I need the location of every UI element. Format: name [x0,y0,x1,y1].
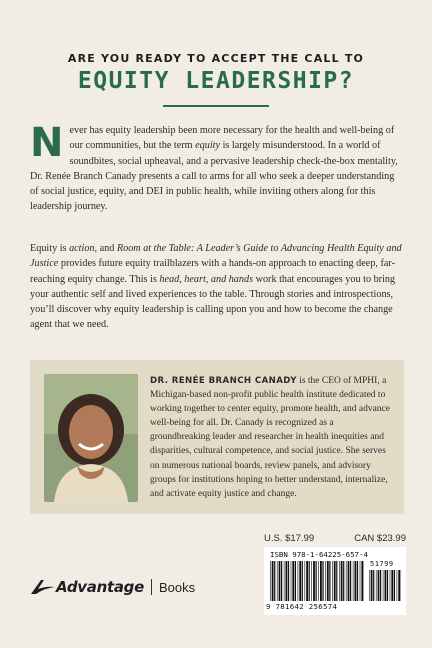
publisher-imprint: Books [158,579,196,595]
barcode-bar [361,561,363,601]
barcode-bar [376,570,377,601]
barcode-bar [383,570,384,601]
intro-emphasis: equity [195,140,221,152]
barcode-bar [378,570,380,601]
can-price: CAN $23.99 [354,533,406,544]
barcode-bar [281,561,282,601]
barcode-bar [306,561,308,601]
barcode-bar [355,561,357,601]
intro-text-1: ever has equity leadership been more necessary for the health and well-being of our communities, but the term [69,125,395,152]
barcode-bar [291,561,292,601]
ean-digits: 9 781642 256574 [266,602,338,611]
barcode-bar [318,561,319,601]
barcode-bar [305,561,306,601]
second-text-3: provides future equity trailblazers with a hands-on approach to enacting deep, far-reaching equity change. This is [30,258,396,285]
author-bio-body: is the CEO of MPHI, a Michigan-based non-profit public health institute dedicated to working together to center equity, promote health, and advance well-being for all. Dr. Canady is recognized as a groundbreaking leader and researcher in health inequities and disparities, cultural competence, and social justice. She serves on numerous national boards, review panels, and advisory groups for institutions hoping to better understand, internalize, and activate equity justice and change. [150,376,390,499]
barcode-bar [380,570,381,601]
us-price: U.S. $17.99 [264,533,315,544]
barcode-bar [302,561,303,601]
barcode-bar [329,561,330,601]
intro-paragraph [30,120,404,215]
barcode-bar [343,561,344,601]
barcode-bar [316,561,317,601]
barcode-bar [398,570,400,601]
barcode-bar [394,570,395,601]
headline-divider [163,105,269,107]
book-title-emphasis: Room at the Table: A Leader’s Guide to Advancing Health Equity and Justice [30,243,402,270]
barcode-bar [320,561,322,601]
second-emphasis-1: action [69,243,95,254]
barcode-bar [350,561,351,601]
barcode-bar [313,561,315,601]
isbn-text: ISBN 978-1-64225-657-4 [270,550,368,559]
author-bio-panel [30,360,404,514]
author-name: DR. RENÉE BRANCH CANADY [150,376,297,386]
barcode-box [264,547,406,615]
barcode-bar [334,561,336,601]
barcode-bar [341,561,343,601]
drop-cap: N [30,120,64,166]
barcode-bar [298,561,299,601]
barcode-bar [311,561,312,601]
barcode-bar [279,561,281,601]
barcode-bar [339,561,340,601]
barcode-bar [336,561,337,601]
barcode-bar [391,570,393,601]
barcode-bar [353,561,354,601]
barcode-bar [373,570,374,601]
barcode-bar [390,570,391,601]
barcode-bar [270,561,271,601]
second-emphasis-3: head, heart, and hands [159,273,254,285]
barcode-bar [357,561,358,601]
barcode-bar [371,570,373,601]
barcode-bar [274,561,275,601]
barcode-bar [322,561,323,601]
addon-code: 51799 [370,560,394,568]
barcode-bar [309,561,310,601]
barcode-bar [284,561,285,601]
barcode-bar [286,561,288,601]
price-line [264,533,406,544]
second-text-1: Equity is [30,243,70,254]
barcode-bar [277,561,278,601]
ean-barcode-bars [270,561,364,601]
barcode-bar [288,561,289,601]
barcode-bar [387,570,388,601]
publisher-logo [30,578,195,596]
main-headline: EQUITY LEADERSHIP? [77,68,355,94]
author-bio-text [150,374,396,501]
barcode-bar [295,561,296,601]
barcode-bar [385,570,387,601]
second-paragraph [30,241,404,333]
addon-barcode-bars [369,570,401,601]
author-photo [44,374,138,502]
barcode-bar [369,570,370,601]
barcode-bar [299,561,301,601]
barcode-bar [348,561,350,601]
barcode-bar [346,561,347,601]
kicker-heading: ARE YOU READY TO ACCEPT THE CALL TO [67,52,365,65]
advantage-swoosh-icon [30,578,56,596]
barcode-bar [360,561,361,601]
second-text-4: work that encourages you to bring your authentic self and lived experiences to the table. Through stories and introspections, you’ll discover why equity leadership is calling upon you and how to become the change agent that we need. [30,273,396,331]
barcode-bar [292,561,294,601]
barcode-bar [332,561,333,601]
barcode-bar [327,561,329,601]
barcode-bar [325,561,326,601]
barcode-bar [272,561,274,601]
logo-divider [151,579,152,595]
second-text-2: , and [94,243,117,254]
publisher-name: Advantage [56,578,144,596]
intro-text-2: is largely misunderstood. In a world of soundbites, social upheaval, and a pervasive leadership check-the-box mentality, Dr. Renée Branch Canady presents a call to arms for all who seek a deeper understanding of social justice, equity, and DEI in public health, while inviting others along for this leadership journey. [30,140,398,213]
barcode-bar [397,570,398,601]
